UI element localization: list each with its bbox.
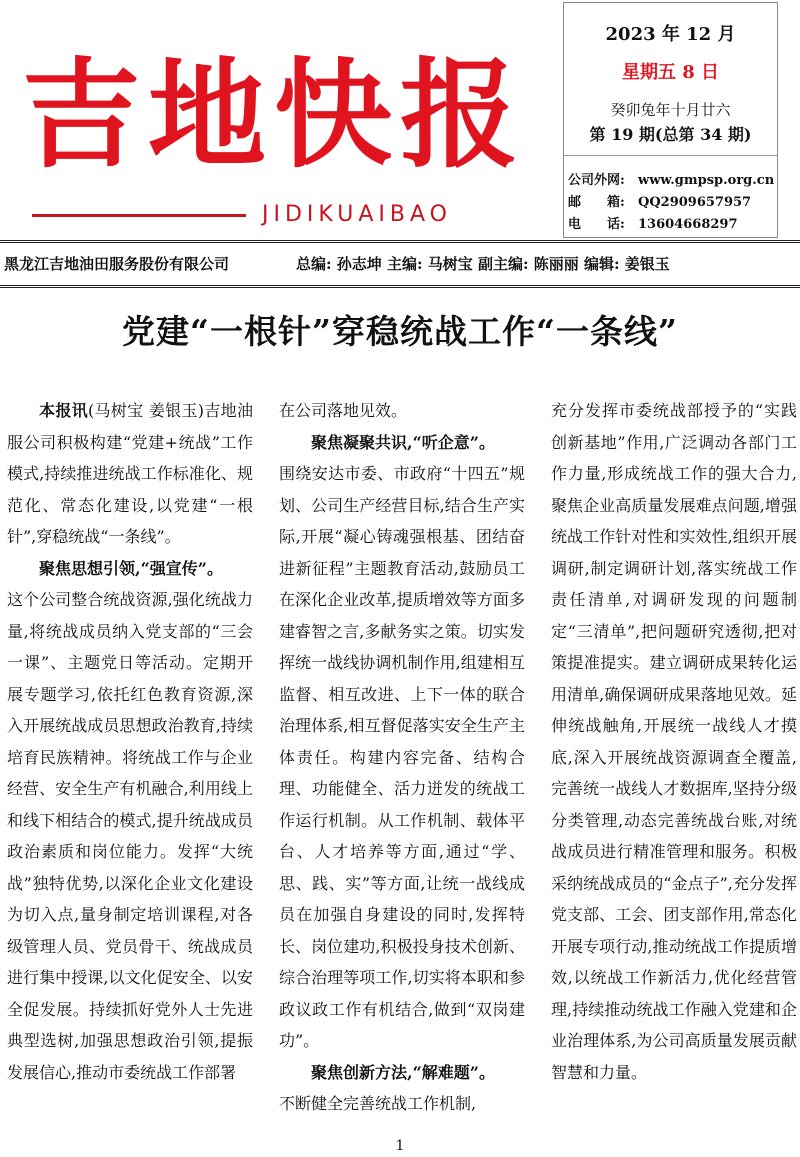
section-1-text: 这个公司整合统战资源,强化统战力量,将统战成员纳入党支部的“三会一课”、主题党日等活动。定期开展专题学习,依托红色教育资源,深入开展统战成员思想政治教育,持续培育民族精神。将统战工作与企业经营、安全生产有机融合,利用线上和线下相结合的模式,提升统战成员政治素质和岗位能力。发挥“大统战”独特优势,以深化企业文化建设为切入点,量身制定培训课程,对各级管理人员、党员骨干、统战成员进行集中授课,以文化促安全、以安全促发展。持续抓好党外人士先进典型选树,加强思想政治引领,提振发展信心,推动市委统战工作部署 <box>7 590 253 1082</box>
phone-row <box>568 215 738 235</box>
article-headline: 党建“一根针”穿稳统战工作“一条线” <box>122 312 678 351</box>
intro-text: (马树宝 姜银玉)吉地油服公司积极构建“党建+统战”工作模式,持续推进统战工作标准化、规范化、常态化建设,以党建“一根针”,穿稳统战“一条线”。 <box>7 401 253 546</box>
page-number: 1 <box>395 1138 405 1154</box>
section-1-heading: 聚焦思想引领,“强宣传”。 <box>39 558 223 578</box>
section-3-continuation: 充分发挥市委统战部授予的“实践创新基地”作用,广泛调动各部门工作力量,形成统战工作的强大合力,聚焦企业高质量发展难点问题,增强统战工作针对性和实效性,组织开展调研,制定调研计划,落实统战工作责任清单,对调研发现的问题制定“三清单”,把问题研究透彻,把对策提准提实。建立调研成果转化运用清单,确保调研成果落地见效。延伸统战触角,开展统一战线人才摸底,深入开展统战资源调查全覆盖,完善统一战线人才数据库,坚持分级分类管理,动态完善统战台账,对统战成员进行精准管理和服务。积极采纳统战成员的“金点子”,充分发挥党支部、工会、团支部作用,常态化开展专项行动,推动统战工作提质增效,以统战工作新活力,优化经营管理,持续推动统战工作融入党建和企业治理体系,为公司高质量发展贡献智慧和力量。 <box>551 401 797 1082</box>
phone-label: 电 话: <box>568 217 625 232</box>
editorial-credits: 总编: 孙志坤 主编: 马树宝 副主编: 陈丽丽 编辑: 姜银玉 <box>296 255 670 273</box>
title-underline <box>32 214 246 217</box>
issue-info-box <box>563 2 778 238</box>
email-row <box>568 193 751 213</box>
newspaper-pinyin: JIDIKUAIBAO <box>262 202 452 227</box>
article-column-2 <box>279 395 525 1120</box>
section-3-heading: 聚焦创新方法,“解难题”。 <box>311 1062 495 1082</box>
newspaper-title: 吉地快报 <box>22 45 527 184</box>
email-label: 邮 箱: <box>568 195 625 210</box>
phone-value: 13604668297 <box>638 217 738 232</box>
website-row <box>568 171 774 191</box>
intro-paragraph <box>7 395 253 553</box>
article-column-3 <box>551 395 797 1088</box>
email-value: QQ2909657957 <box>638 195 752 210</box>
website-value[interactable]: www.gmpsp.org.cn <box>638 173 775 188</box>
lunar-date: 癸卯兔年十月廿六 <box>610 101 731 119</box>
section-3-text: 不断健全完善统战工作机制, <box>279 1094 477 1113</box>
staff-bar <box>0 240 800 288</box>
dateline: 本报讯 <box>39 401 88 420</box>
issue-date: 2023 年 12 月 <box>605 24 736 45</box>
website-label: 公司外网: <box>568 173 625 188</box>
issue-weekday: 星期五 8 日 <box>621 62 720 83</box>
company-name: 黑龙江吉地油田服务股份有限公司 <box>4 255 230 273</box>
issue-number: 第 19 期(总第 34 期) <box>589 125 752 144</box>
section-1-continuation: 在公司落地见效。 <box>279 401 408 420</box>
section-2-heading: 聚焦凝聚共识,“听企意”。 <box>311 432 495 452</box>
article-column-1 <box>7 395 253 1088</box>
section-2-text: 围绕安达市委、市政府“十四五”规划、公司生产经营目标,结合生产实际,开展“凝心铸魂强根基、团结奋进新征程”主题教育活动,鼓励员工在深化企业改革,提质增效等方面多建睿智之言,多献务实之策。切实发挥统一战线协调机制作用,组建相互监督、相互改进、上下一体的联合治理体系,相互督促落实安全生产主体责任。构建内容完备、结构合理、功能健全、活力迸发的统战工作运行机制。从工作机制、载体平台、人才培养等方面,通过“学、思、践、实”等方面,让统一战线成员在加强自身建设的同时,发挥特长、岗位建功,积极投身技术创新、综合治理等项工作,切实将本职和参政议政工作有机结合,做到“双岗建功”。 <box>279 464 525 1050</box>
info-divider <box>564 155 777 156</box>
